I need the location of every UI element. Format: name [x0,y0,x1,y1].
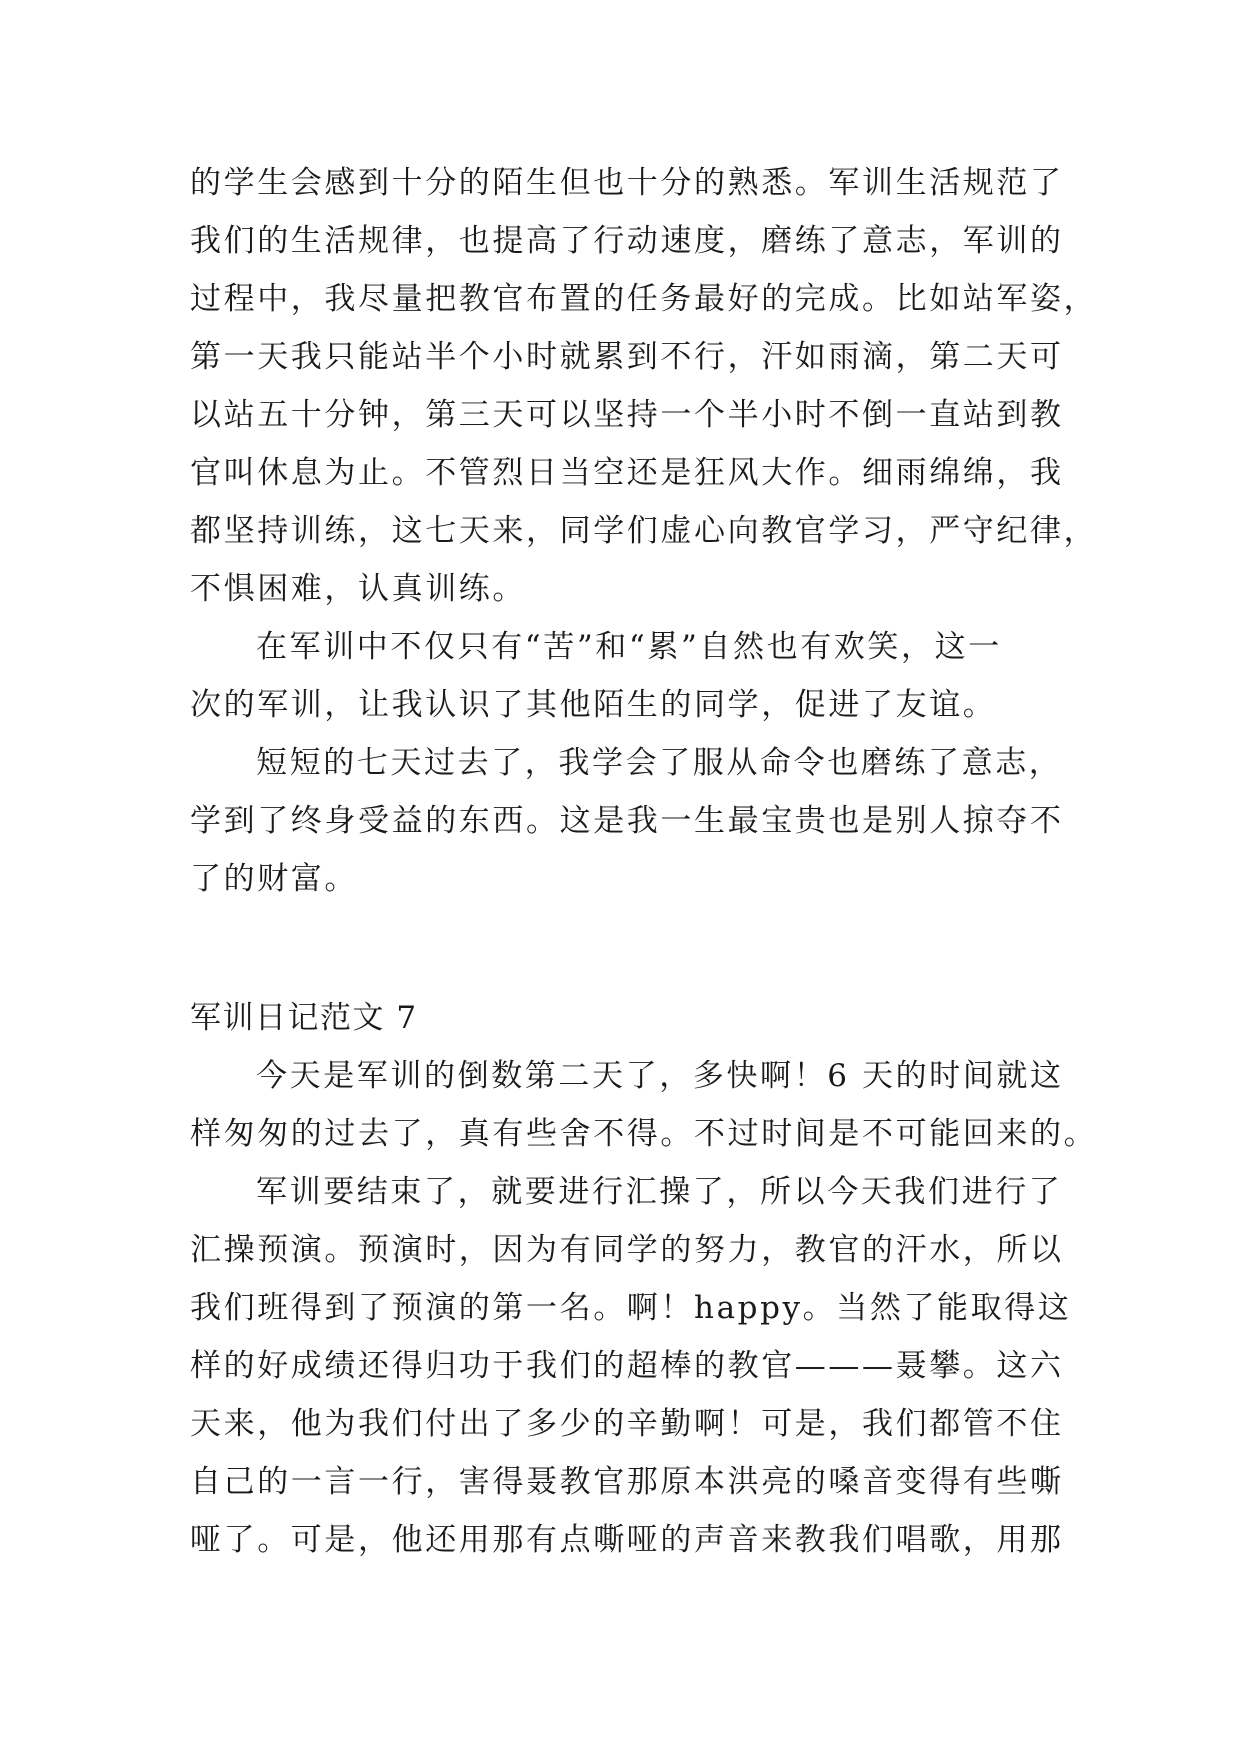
text-line: 的学生会感到十分的陌生但也十分的熟悉。军训生活规范了 [190,165,1064,201]
paragraph [190,618,1060,734]
text-line: 官叫休息为止。不管烈日当空还是狂风大作。细雨绵绵，我 [190,455,1064,491]
text-line: 今天是军训的倒数第二天了，多快啊！6 天的时间就这 [256,1058,1064,1094]
paragraph [190,734,1064,908]
paragraph [190,1163,1072,1569]
text-line: 样匆匆的过去了，真有些舍不得。不过时间是不可能回来的。 [190,1116,1098,1152]
text-line: 都坚持训练，这七天来，同学们虚心向教官学习，严守纪律， [190,513,1098,549]
text-line: 我们班得到了预演的第一名。啊！happy。当然了能取得这 [190,1290,1072,1326]
text-line: 军训要结束了，就要进行汇操了，所以今天我们进行了 [256,1174,1063,1210]
text-line: 次的军训，让我认识了其他陌生的同学，促进了友谊。 [190,687,997,723]
section-gap [190,908,1060,989]
text-line: 哑了。可是，他还用那有点嘶哑的声音来教我们唱歌，用那 [190,1522,1064,1558]
text-line: 学到了终身受益的东西。这是我一生最宝贵也是别人掠夺不 [190,803,1064,839]
text-line: 样的好成绩还得归功于我们的超棒的教官———聂攀。这六 [190,1348,1064,1384]
paragraph [190,1047,1098,1163]
document-page [190,154,1098,1569]
text-line: 自己的一言一行，害得聂教官那原本洪亮的嗓音变得有些嘶 [190,1464,1064,1500]
text-line: 天来，他为我们付出了多少的辛勤啊！可是，我们都管不住 [190,1406,1064,1442]
text-line: 短短的七天过去了，我学会了服从命令也磨练了意志， [256,745,1063,781]
text-line: 汇操预演。预演时，因为有同学的努力，教官的汗水，所以 [190,1232,1064,1268]
text-line: 第一天我只能站半个小时就累到不行，汗如雨滴，第二天可 [190,339,1064,375]
section-heading: 军训日记范文 7 [190,1000,418,1036]
paragraph [190,154,1098,618]
text-line: 过程中，我尽量把教官布置的任务最好的完成。比如站军姿， [190,281,1098,317]
text-line: 了的财富。 [190,861,358,897]
text-line: 我们的生活规律，也提高了行动速度，磨练了意志，军训的 [190,223,1064,259]
text-line: 不惧困难，认真训练。 [190,571,526,607]
text-line: 以站五十分钟，第三天可以坚持一个半小时不倒一直站到教 [190,397,1064,433]
text-line: 在军训中不仅只有“苦”和“累”自然也有欢笑，这一 [256,629,1002,665]
